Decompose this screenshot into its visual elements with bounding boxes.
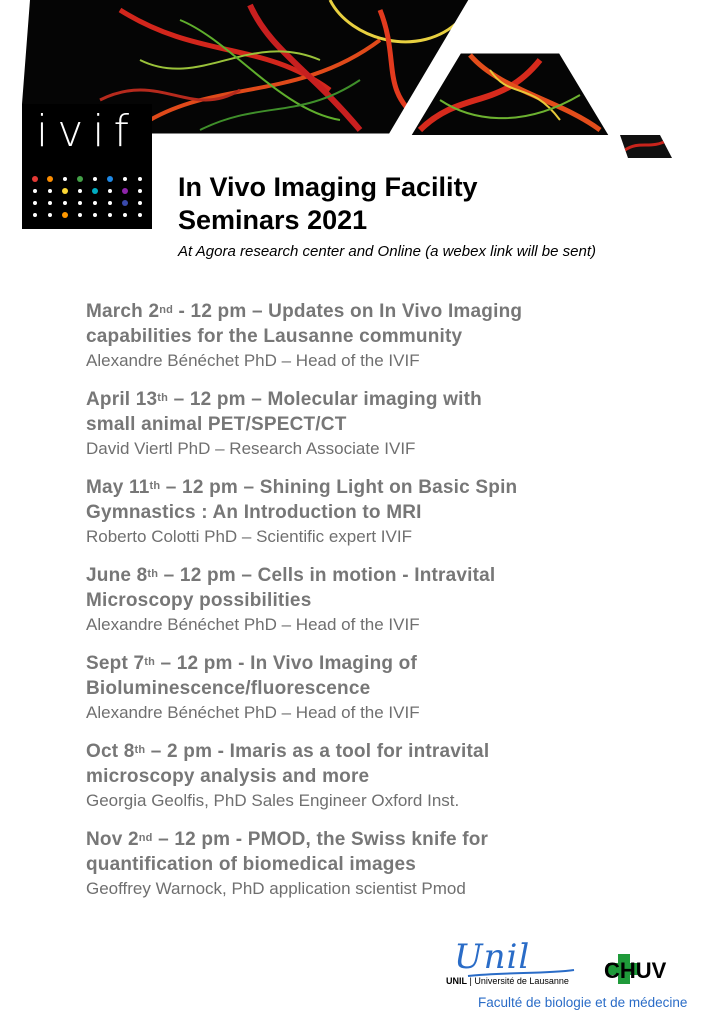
seminar-item (86, 827, 686, 901)
chuv-logo (604, 952, 674, 986)
ivif-logo-text: ivif (36, 106, 138, 157)
ivif-logo-dots-icon (22, 104, 152, 229)
ivif-logo (22, 104, 152, 229)
seminar-heading: Sept 7th – 12 pm - In Vivo Imaging of Bioluminescence/fluorescence (86, 653, 418, 699)
seminar-heading: Nov 2nd – 12 pm - PMOD, the Swiss knife for quantification of biomedical images (86, 829, 489, 875)
seminar-speaker: Geoffrey Warnock, PhD application scientist Pmod (86, 879, 466, 898)
unil-logo-script: Unil (454, 937, 531, 977)
seminar-list (86, 299, 686, 901)
seminar-item (86, 563, 686, 637)
seminar-speaker: Roberto Colotti PhD – Scientific expert IVIF (86, 527, 412, 546)
page-title-line2: Seminars 2021 (178, 205, 368, 235)
seminar-item (86, 651, 686, 725)
seminar-heading: April 13th – 12 pm – Molecular imaging with small animal PET/SPECT/CT (86, 389, 482, 435)
page-title-line1: In Vivo Imaging Facility (178, 172, 478, 202)
seminar-speaker: Alexandre Bénéchet PhD – Head of the IVIF (86, 615, 420, 634)
seminar-heading: March 2nd - 12 pm – Updates on In Vivo Imaging capabilities for the Lausanne community (86, 301, 523, 347)
seminar-item (86, 387, 686, 461)
seminar-speaker: Alexandre Bénéchet PhD – Head of the IVIF (86, 351, 420, 370)
unil-tagline: UNIL | Université de Lausanne (446, 976, 569, 986)
seminar-speaker: Alexandre Bénéchet PhD – Head of the IVIF (86, 703, 420, 722)
page-subtitle: At Agora research center and Online (a webex link will be sent) (178, 243, 596, 260)
seminar-speaker: Georgia Geolfis, PhD Sales Engineer Oxford Inst. (86, 791, 460, 810)
seminar-item (86, 475, 686, 549)
seminar-heading: June 8th – 12 pm – Cells in motion - Intravital Microscopy possibilities (86, 565, 496, 611)
chuv-logo-text: CHUV (604, 958, 667, 983)
seminar-item (86, 739, 686, 813)
seminar-heading: Oct 8th – 2 pm - Imaris as a tool for intravital microscopy analysis and more (86, 741, 490, 787)
seminar-heading: May 11th – 12 pm – Shining Light on Basic Spin Gymnastics : An Introduction to MRI (86, 477, 518, 523)
seminar-item (86, 299, 686, 373)
seminar-speaker: David Viertl PhD – Research Associate IVIF (86, 439, 416, 458)
faculty-name: Faculté de biologie et de médecine (478, 995, 688, 1010)
